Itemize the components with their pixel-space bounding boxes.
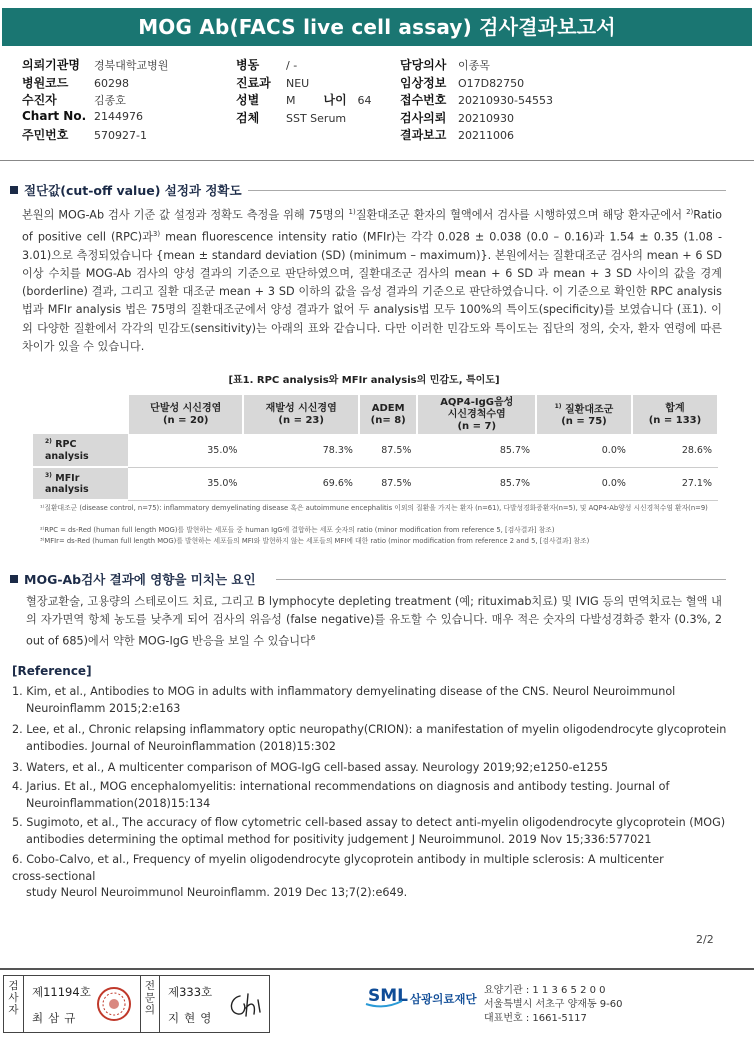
table-header-blank [33, 395, 128, 434]
reference-item: 6. Cobo-Calvo, et al., Frequency of myelin oligodendrocyte glycoprotein antibody in multiple sclerosis: A multicenter cross-sectional study Neurol Neuroimmunol Neuroinflamm. 2019 Dec 13;7(2):e649. [12, 853, 664, 899]
square-bullet-icon [10, 575, 18, 583]
table-footnote: ²⁾RPC = ds-Red (human full length MOG)를 발현하는 세포들 중 human IgG에 결합하는 세포 숫자의 ratio (minor modification from reference 5, [검사결과] 참조) [40, 526, 555, 534]
table-header-row [33, 395, 718, 434]
org-line: 서울특별시 서초구 양재동 9-60 [484, 999, 623, 1010]
info-label: 접수번호 [400, 93, 447, 107]
info-row [22, 74, 168, 92]
seal-stamp-icon [96, 986, 132, 1022]
signer1-name: 최삼규 [32, 1011, 81, 1025]
info-value: 이종목 [458, 59, 490, 72]
reference-item: 5. Sugimoto, et al., The accuracy of flow cytometric cell-based assay to detect anti-myelin oligodendrocyte glycoprotein (MOG) antibodies determining the optimal method for positivity judgement J Neuroimmunol. 2019 Nov 15;336:577021 [12, 816, 726, 846]
logo-name: 삼광의료재단 [410, 992, 477, 1006]
table-title: [표1. RPC analysis와 MFIr analysis의 민감도, 특이도] [228, 375, 500, 386]
table-cell: 28.6% [632, 434, 718, 467]
reference-item: 1. Kim, et al., Antibodies to MOG in adults with inflammatory demyelinating disease of the CNS. Neurol Neuroimmunol Neuroinflamm 2015;2:e163 [12, 685, 676, 715]
table-cell: 27.1% [632, 467, 718, 500]
info-label: 결과보고 [400, 128, 447, 142]
signer2-name: 지현영 [168, 1011, 217, 1025]
info-value: 2144976 [94, 109, 143, 123]
info-row [236, 91, 372, 109]
info-label: 담당의사 [400, 58, 447, 72]
info-row [236, 109, 372, 127]
info-row [22, 56, 168, 74]
table-cell: 0.0% [536, 434, 632, 467]
section-rule [276, 579, 726, 580]
info-value: NEU [286, 76, 310, 90]
table-cell: 78.3% [243, 434, 358, 467]
square-bullet-icon [10, 186, 18, 194]
logo-text: SML [368, 986, 408, 1006]
info-row [236, 56, 372, 74]
table-cell: 35.0% [128, 467, 243, 500]
reference-item: 4. Jarius. Et al., MOG encephalomyelitis: international recommendations on diagnosis and antibody testing. Journal of Neuroinflammation(2018)15:134 [12, 780, 670, 810]
info-value: / - [286, 59, 298, 72]
info-row [400, 91, 553, 109]
info-value: O17D82750 [458, 76, 525, 90]
row-label: $^{2)}$ RPC analysis [33, 434, 128, 467]
age-label: 나이 [323, 93, 347, 107]
info-row [22, 126, 168, 144]
info-row [400, 74, 553, 92]
age-value: 64 [357, 94, 372, 107]
row-label: $^{3)}$ MFIr analysis [33, 467, 128, 500]
info-value: 20211006 [458, 129, 514, 142]
org-info [484, 984, 623, 1026]
signer2-license: 제333호 [168, 985, 213, 999]
footer [0, 968, 754, 1038]
table-header: 단발성 시신경염 (n = 20) [128, 395, 243, 434]
info-label: Chart No. [22, 108, 87, 123]
signer1-role: 검사자 [4, 976, 24, 1032]
info-row [22, 109, 168, 127]
info-label: 의뢰기관명 [22, 58, 80, 72]
info-value: 김종호 [94, 94, 126, 107]
table-cell: 85.7% [417, 467, 536, 500]
table-header: ADEM (n= 8) [359, 395, 418, 434]
info-column-3 [400, 56, 553, 144]
info-value: 경북대학교병원 [94, 59, 169, 72]
info-label: 검체 [236, 110, 260, 125]
table-cell: 0.0% [536, 467, 632, 500]
table-header: AQP4-IgG음성 시신경척수염 (n = 7) [417, 395, 536, 434]
table-footnote: ¹⁾질환대조군 (disease control, n=75): inflammatory demyelinating disease 혹은 autoimmune encephalitis 이외의 질환을 가지는 환자 (n=61), 다발성경화증환자(n=5), 및 AQP4-Ab양성 시신경척수염 환자(n=9) [40, 504, 708, 512]
table-header: 합계 (n = 133) [632, 395, 718, 434]
section-rule [248, 190, 726, 191]
table-header: $^{1)}$ 질환대조군 (n = 75) [536, 395, 632, 434]
info-value: SST Serum [286, 111, 347, 125]
info-label: 병원코드 [22, 75, 69, 90]
sensitivity-table [33, 395, 719, 501]
info-column-2 [236, 56, 372, 126]
info-row [400, 56, 553, 74]
signature-box [3, 975, 270, 1033]
info-value: 60298 [94, 76, 129, 90]
info-label: 진료과 [236, 75, 271, 90]
table-cell: 35.0% [128, 434, 243, 467]
reference-item: 3. Waters, et al., A multicenter comparison of MOG-IgG cell-based assay. Neurology 2019;92;e1250-e1255 [12, 761, 608, 774]
org-line: 요양기관 : 1 1 3 6 5 2 0 0 [484, 985, 606, 996]
info-label: 수진자 [22, 93, 57, 107]
logo-swoosh-icon [364, 998, 404, 1008]
divider [0, 160, 754, 161]
table-cell: 87.5% [359, 434, 418, 467]
table-header: 재발성 시신경염 (n = 23) [243, 395, 358, 434]
report-title: MOG Ab(FACS live cell assay) 검사결과보고서 [2, 8, 752, 46]
info-label: 주민번호 [22, 128, 69, 142]
info-value: 20210930-54553 [458, 94, 553, 107]
section-heading-factors: MOG-Ab검사 결과에 영향을 미치는 요인 [10, 570, 256, 588]
page-number: 2/2 [696, 933, 714, 946]
info-value: 20210930 [458, 111, 514, 125]
info-value: M [286, 94, 296, 107]
signer1-license: 제11194호 [32, 985, 91, 999]
info-row [400, 109, 553, 127]
reference-item: 2. Lee, et al., Chronic relapsing inflammatory optic neuropathy(CRION): a manifestation of myelin oligodendrocyte glycoprotein antibodies. Journal of Neuroinflammation (2018)15:302 [12, 723, 727, 753]
info-label: 성별 [236, 93, 260, 107]
section-heading-cutoff: 절단값(cut-off value) 설정과 정확도 [10, 181, 242, 199]
table-cell: 69.6% [243, 467, 358, 500]
info-value: 570927-1 [94, 129, 147, 142]
table-row [33, 467, 718, 500]
info-label: 병동 [236, 58, 260, 72]
handwritten-signature-icon [226, 990, 266, 1020]
factors-paragraph: 혈장교환술, 고용량의 스테로이드 치료, 그리고 B lymphocyte depleting treatment (예; rituximab치료) 및 IVIG 등의 면역치료는 혈액 내의 자가면역 항체 농도를 낮추게 되어 검사의 위음성 (false negative)를 유도할 수 있습니다. 매우 적은 숫자의 다발성경화증 환자 (0.3%, 2 out of 685)에서 약한 MOG-IgG 반응을 보일 수 있습니다$^6$ [26, 595, 722, 649]
cutoff-paragraph: 본원의 MOG-Ab 검사 기준 값 설정과 정확도 측정을 위해 75명의 $^{1)}$질환대조군 환자의 혈액에서 검사를 시행하였으며 해당 환자군에서 $^{2)}$Ratio of positive cell (RPC)과$^{3)}$ mean fluorescence intensity ratio (MFIr)는 각각 0.028 ± 0.038 (0.0 – 0.16)과 1.54 ± 0.35 (1.08 - 3.01)으로 측정되었습니다 {mean ± standard deviation (SD) (minimum – maximum)}. 본원에서는 질환대조군 검사의 mean + 6 SD 이상 수치를 MOG-Ab 검사의 양성 결과의 기준으로 판단하였으며, 질환대조군 검사의 mean + 6 SD 과 mean + 3 SD 사이의 값을 경계 (borderline) 결과, 그리고 질환 대조군 mean + 3 SD 이하의 값을 음성 결과의 기준으로 판단하였습니다. 이 기준으로 확인한 RPC analysis 법과 MFIr analysis 법은 75명의 질환대조군에서 양성 결과가 없어 두 analysis법 모두 100%의 특이도(specificity)를 보였습니다 (표1). 이 외 다양한 질환에서 각각의 민감도(sensitivity)는 아래의 표와 같습니다. 다만 이러한 민감도와 특이도는 집단의 정의, 숫자, 환자 연령에 따른 차이가 있을 수 있습니다. [22, 208, 722, 353]
table-footnote: ³⁾MFIr= ds-Red (human full length MOG)를 발현하는 세포들의 MFI와 발현하지 않는 세포들의 MFI에 대한 ratio (minor modification from reference 2 and 5, [검사결과] 참조) [40, 537, 590, 545]
signer2-role: 전문의 [140, 976, 160, 1032]
info-row [400, 126, 553, 144]
table-cell: 85.7% [417, 434, 536, 467]
info-column-1 [22, 56, 168, 144]
table-cell: 87.5% [359, 467, 418, 500]
table-row [33, 434, 718, 467]
reference-heading: [Reference] [12, 664, 92, 678]
info-label: 임상정보 [400, 75, 447, 90]
info-row [22, 91, 168, 109]
info-row [236, 74, 372, 92]
info-label: 검사의뢰 [400, 110, 447, 125]
org-line: 대표번호 : 1661-5117 [484, 1013, 587, 1024]
